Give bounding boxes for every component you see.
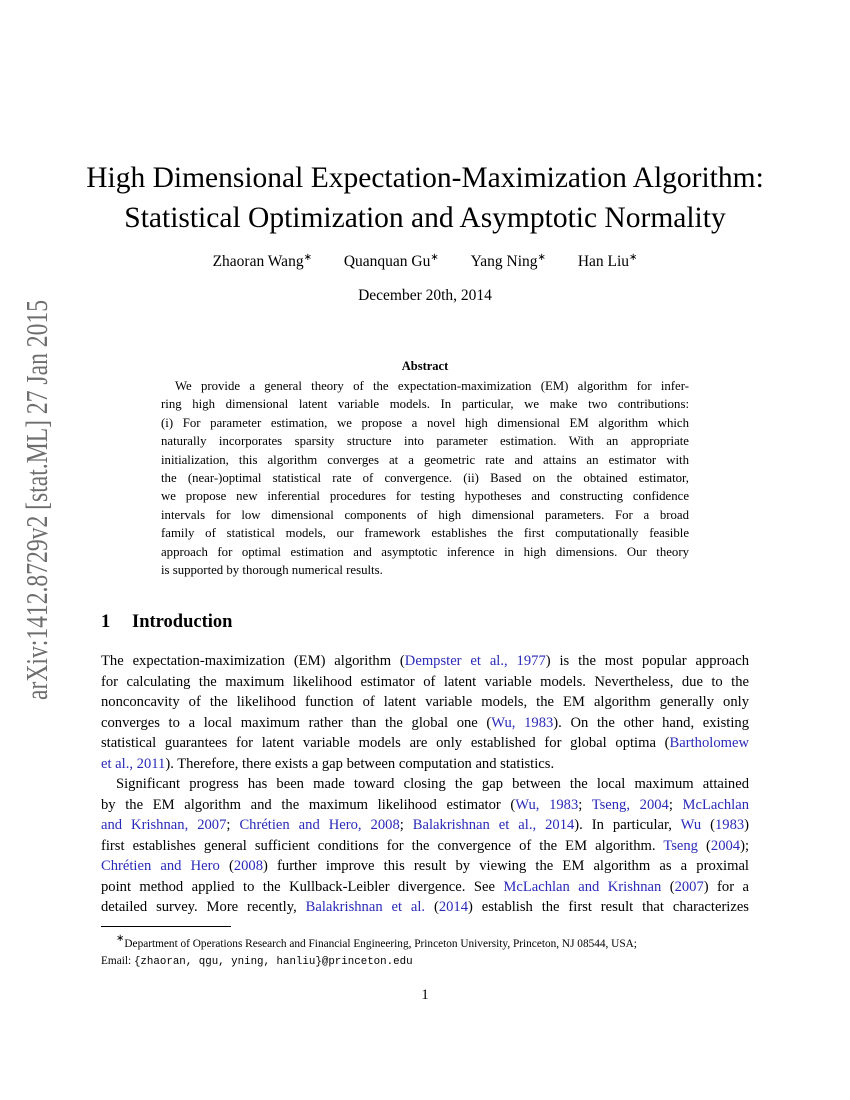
paper-title <box>80 158 770 238</box>
author <box>578 253 638 270</box>
abstract-line: We provide a general theory of the expectation-maximization (EM) algorithm for infer- <box>175 379 689 393</box>
citation-author: Wu <box>515 796 536 813</box>
author-name: Yang Ning <box>470 253 538 270</box>
citation-year: 2007 <box>197 817 227 833</box>
email-label: Email: <box>101 955 134 967</box>
affiliation-footnote <box>101 930 751 971</box>
citation-link[interactable] <box>405 653 546 669</box>
text-run: first establishes general sufficient conditions for the convergence of the EM algorithm. <box>101 837 664 854</box>
citation-author: Dempster et al. <box>404 653 505 669</box>
text-run: , <box>626 796 640 813</box>
citation-link[interactable]: Balakrishnan et al. <box>305 899 426 915</box>
text-run: ( <box>661 878 675 895</box>
text-run: The expectation-maximization (EM) algorithm ( <box>101 653 405 669</box>
body-line <box>101 856 749 877</box>
body-line <box>101 713 749 734</box>
citation-link[interactable]: McLachlan <box>682 796 749 813</box>
title-line-2: Statistical Optimization and Asymptotic Normality <box>124 202 726 234</box>
text-run: ). On the other hand, existing <box>553 714 749 731</box>
text-run: point method applied to the Kullback-Leibler divergence. See <box>101 878 504 895</box>
author-name: Han Liu <box>577 253 630 270</box>
arxiv-identifier: arXiv:1412.8729v2 [stat.ML] 27 Jan 2015 <box>20 183 54 700</box>
affiliation-mark: ∗ <box>537 252 546 263</box>
text-run: , <box>184 817 198 833</box>
abstract-line: naturally incorporates sparsity structure into parameter estimation. With an appropriate <box>161 434 689 449</box>
author <box>213 253 312 270</box>
citation-year: 2014 <box>545 817 575 833</box>
text-run: , <box>357 817 371 833</box>
citation-author: et al. <box>101 755 130 772</box>
text-run: ) is the most popular approach <box>545 653 749 669</box>
footnote-line <box>101 953 751 971</box>
arxiv-identifier-stamp <box>20 183 56 700</box>
citation-year: 2008 <box>370 817 400 833</box>
citation-link[interactable] <box>239 817 399 833</box>
text-run: ). Therefore, there exists a gap between computation and statistics. <box>165 755 555 772</box>
text-run: ( <box>697 837 711 854</box>
citation-link[interactable]: Wu <box>680 817 702 833</box>
text-run: converges to a local maximum rather than the global one ( <box>101 714 492 731</box>
citation-link[interactable] <box>515 797 578 813</box>
text-run: ) for a <box>703 878 749 895</box>
author-list <box>100 252 750 271</box>
citation-author: Chrétien and Hero <box>239 817 358 833</box>
text-run: , <box>504 653 517 669</box>
citation-link[interactable] <box>101 756 165 772</box>
citation-link[interactable]: McLachlan and Krishnan <box>503 878 662 895</box>
author <box>344 253 439 270</box>
abstract-line: initialization, this algorithm converges at a geometric rate and attains an estimator with <box>161 452 689 467</box>
author-name: Zhaoran Wang <box>212 253 304 270</box>
text-run: ; <box>578 796 592 813</box>
introduction-body <box>101 651 749 918</box>
text-run: statistical guarantees for latent variable models are only established for global optima ( <box>101 735 670 751</box>
text-run: ); <box>740 837 749 854</box>
footnote-divider <box>101 926 231 927</box>
affiliation-mark: ∗ <box>629 252 638 263</box>
body-line <box>101 815 749 836</box>
text-run: , <box>129 755 137 772</box>
text-run: ). In particular, <box>574 817 681 833</box>
abstract-heading: Abstract <box>401 359 449 373</box>
text-run: ; <box>399 817 413 833</box>
body-line: Significant progress has been made toward closing the gap between the local maximum attained <box>116 776 749 792</box>
text-run: ) <box>744 817 750 833</box>
abstract-text <box>161 377 689 579</box>
text-run: ) establish the first result that characterizes <box>468 899 749 915</box>
section-heading <box>101 612 232 633</box>
footnote-affiliation: Department of Operations Research and Financial Engineering, Princeton University, Princeton, NJ 08544, USA; <box>124 938 637 950</box>
abstract-line: intervals for low dimensional components of high dimensional parameters. For a broad <box>161 507 689 522</box>
text-run: , <box>532 817 546 833</box>
affiliation-mark: ∗ <box>303 252 312 263</box>
body-line <box>101 651 749 672</box>
author-emails: {zhaoran, qgu, yning, hanliu}@princeton.edu <box>133 956 413 968</box>
citation-link[interactable]: Tseng <box>663 837 698 854</box>
text-run: ( <box>425 899 439 915</box>
abstract-line: ring high dimensional latent variable models. In particular, we make two contributions: <box>161 397 689 412</box>
citation-link[interactable] <box>491 715 553 731</box>
author-name: Quanquan Gu <box>343 253 431 270</box>
citation-year: 2011 <box>136 755 166 772</box>
body-line <box>101 836 749 857</box>
publication-date: December 20th, 2014 <box>358 287 492 304</box>
abstract-line: the (near-)optimal statistical rate of convergence. (ii) Based on the obtained estimator, <box>161 471 689 486</box>
citation-link[interactable]: Chrétien and Hero <box>101 858 220 874</box>
body-line <box>101 877 749 898</box>
citation-year: 1983 <box>549 796 579 813</box>
citation-link[interactable]: 1983 <box>714 817 745 833</box>
body-line: for calculating the maximum likelihood estimator of latent variable models. Nevertheless, due to the <box>101 673 749 690</box>
affiliation-mark: ∗ <box>430 252 439 263</box>
abstract-line: approach for optimal estimation and asymptotic inference in high dimensions. Our theory <box>161 544 689 559</box>
citation-year: 2004 <box>639 796 669 813</box>
text-run: detailed survey. More recently, <box>101 899 306 915</box>
citation-author: Tseng <box>591 796 627 813</box>
text-run: ) further improve this result by viewing the EM algorithm as a proximal <box>263 858 749 874</box>
text-run: , <box>511 714 525 731</box>
text-run: ; <box>226 817 240 833</box>
text-run: by the EM algorithm and the maximum likelihood estimator ( <box>101 796 516 813</box>
title-line-1: High Dimensional Expectation-Maximization Algorithm: <box>86 162 764 194</box>
body-line <box>101 897 749 918</box>
body-line: nonconcavity of the likelihood function of latent variable models, the EM algorithm generally only <box>101 694 749 710</box>
citation-link[interactable] <box>413 817 575 833</box>
citation-author: and Krishnan <box>101 817 185 833</box>
text-run: ; <box>668 796 683 813</box>
citation-link[interactable]: 2007 <box>674 878 704 895</box>
citation-link[interactable]: 2008 <box>233 858 264 874</box>
abstract-line: (i) For parameter estimation, we propose a novel high dimensional EM algorithm which <box>161 415 689 430</box>
abstract-line: we propose new inferential procedures for testing hypotheses and constructing confidence <box>161 489 689 504</box>
author <box>471 253 546 270</box>
text-run: ( <box>219 858 234 874</box>
citation-link[interactable] <box>101 817 226 833</box>
abstract-line: is supported by thorough numerical results. <box>161 563 383 578</box>
citation-year: 1977 <box>516 653 546 669</box>
citation-link[interactable]: Bartholomew <box>669 735 749 751</box>
citation-author: Wu <box>491 714 512 731</box>
text-run: ( <box>701 817 715 833</box>
citation-author: Balakrishnan et al. <box>412 817 533 833</box>
abstract-line: family of statistical models, our framework establishes the first computationally feasible <box>161 526 689 541</box>
body-line <box>101 733 749 754</box>
section-title: Introduction <box>132 612 233 632</box>
footnote-line <box>101 930 751 953</box>
citation-link[interactable] <box>592 797 669 813</box>
text-run: , <box>535 796 550 813</box>
page-number: 1 <box>421 987 429 1003</box>
body-line <box>101 795 749 816</box>
citation-year: 1983 <box>524 714 554 731</box>
citation-link[interactable]: 2014 <box>438 899 469 915</box>
body-line <box>101 754 749 775</box>
section-number: 1 <box>101 612 111 632</box>
footnote-mark: ∗ <box>116 933 125 944</box>
citation-link[interactable]: 2004 <box>710 837 741 854</box>
